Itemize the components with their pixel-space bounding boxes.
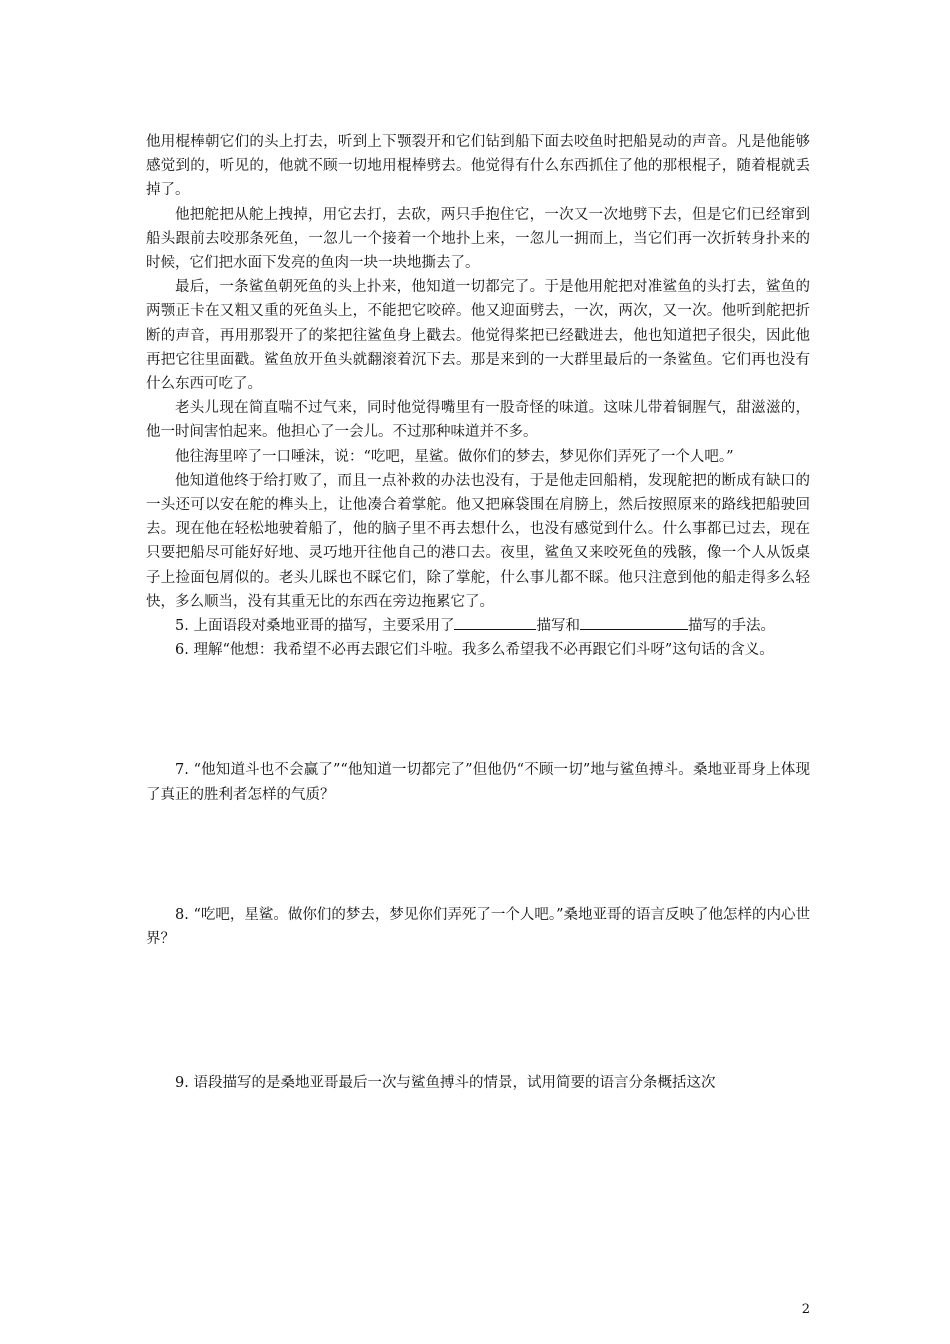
passage-paragraph-4: 老头儿现在简直喘不过气来，同时他觉得嘴里有一股奇怪的味道。这味儿带着铜腥气，甜滋滋的，他一时间害怕起来。他担心了一会儿。不过那种味道并不多。	[146, 400, 810, 441]
answer-blank-2[interactable]	[580, 615, 688, 630]
passage-paragraph-1: 他用棍棒朝它们的头上打去，听到上下颚裂开和它们钻到船下面去咬鱼时把船晃动的声音。凡是他能够感觉到的，听见的，他就不顾一切地用棍棒劈去。他觉得有什么东西抓住了他的那根棍子，随着棍就丢掉了。	[146, 134, 810, 199]
passage-paragraph-6: 他知道他终于给打败了，而且一点补救的办法也没有，于是他走回船梢，发现舵把的断成有缺口的一头还可以安在舵的榫头上，让他凑合着掌舵。他又把麻袋围在肩膀上，然后按照原来的路线把船驶回去。现在他在轻松地驶着船了，他的脑子里不再去想什么，也没有感觉到什么。什么事都已过去，现在只要把船尽可能好好地、灵巧地开往他自己的港口去。夜里，鲨鱼又来咬死鱼的残骸，像一个人从饭桌子上捡面包屑似的。老头儿睬也不睬它们，除了掌舵，什么事儿都不睬。他只注意到他的船走得多么轻快，多么顺当，没有其重无比的东西在旁边拖累它了。	[146, 472, 810, 610]
passage-paragraph-3: 最后，一条鲨鱼朝死鱼的头上扑来，他知道一切都完了。于是他用舵把对准鲨鱼的头打去，鲨鱼的两颚正卡在又粗又重的死鱼头上，不能把它咬碎。他又迎面劈去，一次，两次，又一次。他听到舵把折断的声音，再用那裂开了的桨把往鲨鱼身上戳去。他觉得桨把已经戳进去，他也知道把子很尖，因此他再把它往里面戳。鲨鱼放开鱼头就翻滚着沉下去。那是来到的一大群里最后的一条鲨鱼。它们再也没有什么东西可吃了。	[146, 279, 810, 393]
question-6: 6. 理解“他想：我希望不必再去跟它们斗啦。我多么希望我不必再跟它们斗呀”这句话的含义。	[175, 642, 774, 659]
question-5-text-b: 描写和	[536, 618, 580, 635]
question-8: 8. “吃吧，星鲨。做你们的梦去，梦见你们弄死了一个人吧。”桑地亚哥的语言反映了他怎样的内心世界？	[146, 906, 811, 948]
passage-paragraph-5: 他往海里啐了一口唾沫，说：“吃吧，星鲨。做你们的梦去，梦见你们弄死了一个人吧。”	[175, 448, 734, 465]
question-9: 9. 语段描写的是桑地亚哥最后一次与鲨鱼搏斗的情景，试用简要的语言分条概括这次	[175, 1075, 716, 1092]
question-7: 7. “他知道斗也不会赢了”“他知道一切都完了”但他仍“不顾一切”地与鲨鱼搏斗。桑地亚哥身上体现了真正的胜利者怎样的气质？	[146, 762, 810, 803]
answer-space-6[interactable]	[146, 662, 810, 758]
answer-space-7[interactable]	[146, 807, 810, 903]
question-5	[146, 614, 810, 638]
question-5-text-a: 5. 上面语段对桑地亚哥的描写，主要采用了	[175, 618, 455, 635]
page-number: 2	[801, 1302, 810, 1317]
answer-space-8[interactable]	[146, 951, 810, 1071]
question-5-text-c: 描写的手法。	[687, 618, 775, 635]
answer-blank-1[interactable]	[454, 615, 536, 630]
text-block	[146, 130, 810, 1095]
passage-paragraph-2: 他把舵把从舵上拽掉，用它去打，去砍，两只手抱住它，一次又一次地劈下去，但是它们已经窜到船头跟前去咬那条死鱼，一忽儿一个接着一个地扑上来，一忽儿一拥而上，当它们再一次折转身扑来的时候，它们把水面下发亮的鱼肉一块一块地撕去了。	[146, 206, 810, 272]
